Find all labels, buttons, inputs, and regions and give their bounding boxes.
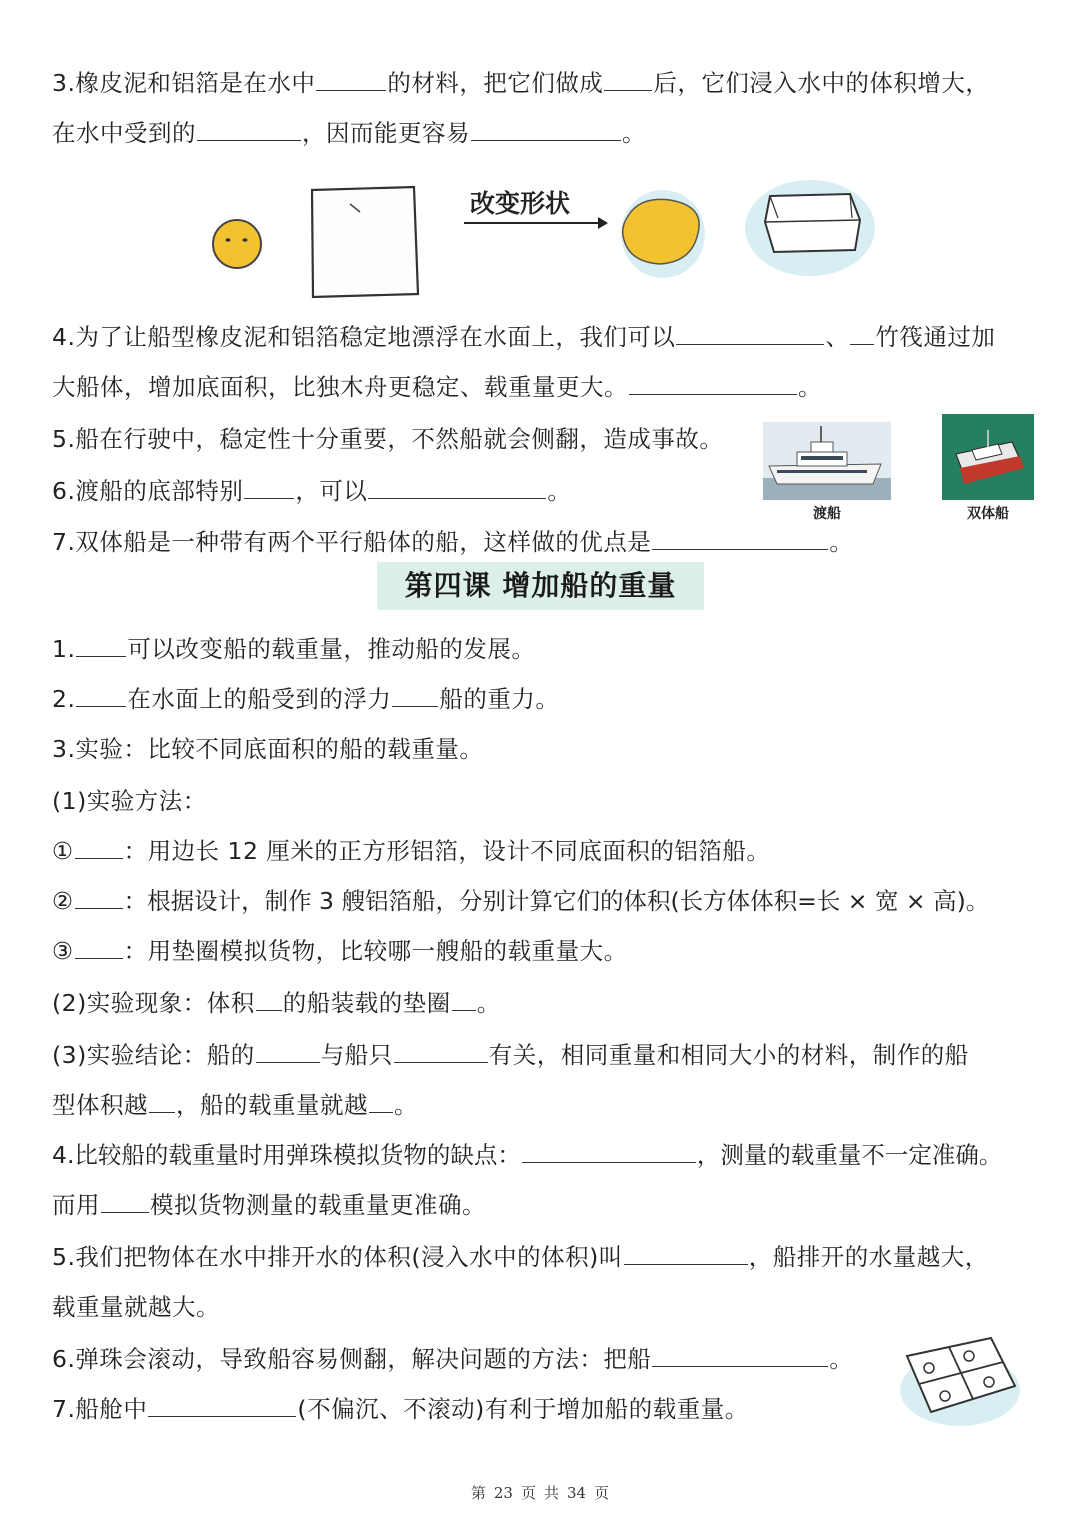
answer-blank[interactable] [452, 988, 476, 1011]
q7-text-a: 7.双体船是一种带有两个平行船体的船，这样做的优点是 [52, 528, 652, 556]
catamaran-caption: 双体船 [967, 506, 1009, 522]
l4-q5-text-b: ，船排开的水量越大， [748, 1243, 989, 1271]
change-shape-figure [200, 178, 880, 308]
q4-text-e: 。 [798, 373, 822, 401]
answer-blank[interactable] [471, 118, 621, 141]
l4-q1 [52, 634, 535, 664]
q3-text-d: 在水中受到的 [52, 119, 196, 147]
clay-ball-illustration [213, 220, 261, 268]
answer-blank[interactable] [676, 322, 824, 345]
q3-text-b: 的材料，把它们做成 [387, 69, 604, 97]
right-arrow-icon [464, 217, 608, 229]
clay-boat-illustration [621, 190, 705, 278]
l4-q4-text-a: 4.比较船的载重量时用弹珠模拟货物的缺点： [52, 1141, 521, 1169]
q4-text-c: 竹筏通过加 [875, 323, 996, 351]
answer-blank[interactable] [522, 1140, 696, 1163]
l4-step2 [52, 886, 989, 916]
conclusion-text-a: (3)实验结论：船的 [52, 1041, 255, 1069]
q3-line2 [52, 118, 646, 148]
q6-text-b: ，可以 [295, 477, 368, 505]
l4-q6-text-a: 6.弹珠会滚动，导致船容易侧翻，解决问题的方法：把船 [52, 1345, 652, 1373]
answer-blank[interactable] [244, 476, 294, 499]
footer-total-word: 共 [544, 1484, 560, 1502]
q6-line [52, 476, 571, 506]
q3-text-f: 。 [622, 119, 646, 147]
answer-blank[interactable] [369, 1090, 393, 1113]
answer-blank[interactable] [850, 322, 874, 345]
l4-q4-text-c: 而用 [52, 1191, 100, 1219]
phenomenon-text-c: 。 [476, 989, 501, 1017]
l4-q7 [52, 1394, 749, 1424]
q6-text-a: 6.渡船的底部特别 [52, 477, 244, 505]
l4-step1 [52, 836, 770, 866]
q7-text-b: 。 [829, 528, 854, 556]
l4-q4-text-b: ，测量的载重量不一定准确。 [696, 1141, 1003, 1169]
l4-q4-line2 [52, 1190, 486, 1220]
q5-line: 5.船在行驶中，稳定性十分重要，不然船就会侧翻，造成事故。 [52, 425, 724, 453]
footer-prefix: 第 [470, 1484, 486, 1502]
foil-boat-illustration [745, 180, 875, 276]
change-shape-label: 改变形状 [470, 189, 571, 218]
q4-text-b: 、 [825, 323, 850, 351]
q4-line2 [52, 372, 822, 402]
answer-blank[interactable] [148, 1394, 296, 1417]
l4-q5-text-a: 5.我们把物体在水中排开水的体积(浸入水中的体积)叫 [52, 1243, 623, 1271]
answer-blank[interactable] [604, 68, 652, 91]
l4-step3 [52, 936, 628, 966]
q4-text-a: 4.为了让船型橡皮泥和铝箔稳定地漂浮在水面上，我们可以 [52, 323, 676, 351]
phenomenon-text-b: 的船装载的垫圈 [282, 989, 451, 1017]
step2-text: ：根据设计，制作 3 艘铝箔船，分别计算它们的体积(长方体体积=长 × 宽 × 高)。 [123, 887, 990, 915]
conclusion-text-c: 有关，相同重量和相同大小的材料，制作的船 [488, 1041, 969, 1069]
step3-num: ③ [52, 937, 74, 965]
page-footer [0, 1482, 1080, 1503]
l4-q3-conclusion-line1 [52, 1040, 969, 1070]
l4-q4-text-d: 模拟货物测量的载重量更准确。 [150, 1191, 486, 1219]
l4-q2 [52, 684, 559, 714]
l4-q1-text: 可以改变船的载重量，推动船的发展。 [127, 635, 536, 663]
foil-sheet-illustration [312, 187, 418, 297]
footer-page-word-2: 页 [594, 1484, 610, 1502]
answer-blank[interactable] [197, 118, 301, 141]
footer-page-word: 页 [520, 1484, 536, 1502]
step3-text: ：用垫圈模拟货物，比较哪一艘船的载重量大。 [123, 937, 628, 965]
l4-q5-line1 [52, 1242, 989, 1272]
ferry-caption: 渡船 [813, 506, 841, 522]
answer-blank[interactable] [652, 527, 828, 550]
l4-q3-method-title: (1)实验方法： [52, 787, 207, 815]
l4-q3-phenomenon [52, 988, 501, 1018]
l4-q2-text-a: 在水面上的船受到的浮力 [127, 685, 392, 713]
conclusion-text-b: 与船只 [320, 1041, 393, 1069]
answer-blank[interactable] [75, 936, 123, 959]
catamaran-photo [942, 414, 1034, 500]
conclusion-text-f: 。 [394, 1091, 418, 1119]
l4-q5-line2: 载重量就越大。 [52, 1293, 220, 1321]
l4-q1-num: 1. [52, 635, 76, 663]
compartment-boat-illustration [895, 1330, 1025, 1430]
l4-q2-num: 2. [52, 685, 76, 713]
l4-q3-conclusion-line2 [52, 1090, 418, 1120]
step1-text: ：用边长 12 厘米的正方形铝箔，设计不同底面积的铝箔船。 [123, 837, 771, 865]
lesson-title: 第四课 增加船的重量 [404, 569, 677, 602]
answer-blank[interactable] [75, 836, 123, 859]
q3-line1 [52, 68, 989, 98]
answer-blank[interactable] [629, 372, 797, 395]
l4-q3: 3.实验：比较不同底面积的船的载重量。 [52, 735, 484, 763]
l4-q4-line1 [52, 1140, 1002, 1170]
l4-q6 [52, 1344, 853, 1374]
phenomenon-text-a: (2)实验现象：体积 [52, 989, 255, 1017]
current-page-number: 23 [493, 1484, 513, 1502]
answer-blank[interactable] [392, 684, 438, 707]
answer-blank[interactable] [394, 1040, 488, 1063]
step1-num: ① [52, 837, 74, 865]
l4-q7-text-b: (不偏沉、不滚动)有利于增加船的载重量。 [297, 1395, 749, 1423]
conclusion-text-e: ，船的载重量就越 [176, 1091, 368, 1119]
answer-blank[interactable] [76, 684, 126, 707]
step2-num: ② [52, 887, 74, 915]
q4-text-d: 大船体，增加底面积，比独木舟更稳定、载重量更大。 [52, 373, 628, 401]
q3-text-a: 3.橡皮泥和铝箔是在水中 [52, 69, 316, 97]
q7-line [52, 527, 853, 557]
q3-text-e: ，因而能更容易 [302, 119, 470, 147]
answer-blank[interactable] [75, 886, 123, 909]
answer-blank[interactable] [624, 1242, 748, 1265]
answer-blank[interactable] [256, 988, 282, 1011]
q3-text-c: 后，它们浸入水中的体积增大， [653, 69, 990, 97]
l4-q6-text-b: 。 [829, 1345, 854, 1373]
l4-q7-text-a: 7.船舱中 [52, 1395, 148, 1423]
total-page-number: 34 [567, 1484, 587, 1502]
answer-blank[interactable] [149, 1090, 175, 1113]
answer-blank[interactable] [316, 68, 386, 91]
answer-blank[interactable] [256, 1040, 320, 1063]
answer-blank[interactable] [652, 1344, 828, 1367]
answer-blank[interactable] [76, 634, 126, 657]
ferry-photo [763, 422, 891, 500]
conclusion-text-d: 型体积越 [52, 1091, 148, 1119]
l4-q2-text-b: 船的重力。 [439, 685, 560, 713]
q6-text-c: 。 [547, 477, 572, 505]
q4-line1 [52, 322, 995, 352]
answer-blank[interactable] [368, 476, 546, 499]
answer-blank[interactable] [101, 1190, 149, 1213]
